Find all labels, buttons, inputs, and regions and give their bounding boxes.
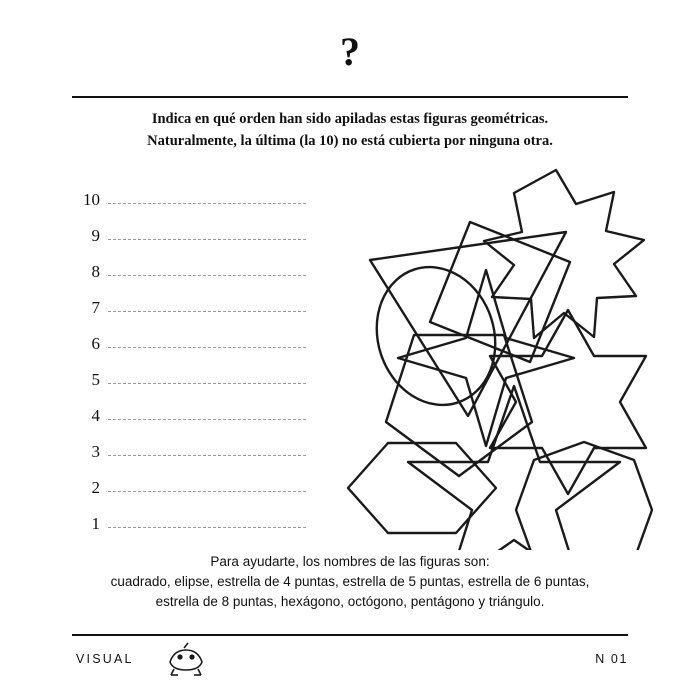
answer-number: 10	[83, 190, 100, 209]
answer-blank-line[interactable]	[108, 203, 306, 204]
eight-point-star-figure	[484, 170, 644, 338]
answer-number: 2	[91, 478, 100, 497]
top-divider	[72, 96, 628, 98]
answer-number: 1	[91, 514, 100, 533]
answer-row[interactable]	[66, 254, 306, 290]
answer-blank-line[interactable]	[108, 455, 306, 456]
four-point-star-figure	[398, 270, 574, 446]
five-point-star-figure	[408, 386, 620, 550]
question-mark-heading: ?	[340, 29, 360, 74]
figure-names-line-3: estrella de 8 puntas, hexágono, octógono, pentágono y triángulo.	[155, 594, 545, 609]
mascot-icon	[164, 642, 210, 676]
answer-blank-line[interactable]	[108, 491, 306, 492]
answer-list	[66, 182, 306, 542]
answer-number: 6	[91, 334, 100, 353]
answer-number: 7	[91, 298, 100, 317]
answer-row[interactable]	[66, 218, 306, 254]
bottom-divider	[72, 634, 628, 636]
answer-number: 4	[91, 406, 100, 425]
footer-page-code: N 01	[595, 652, 628, 666]
instructions-line-2: Naturalmente, la última (la 10) no está cubierta por ninguna otra.	[147, 133, 553, 149]
figure-names-line-1: Para ayudarte, los nombres de las figuras son:	[210, 554, 490, 569]
six-point-star-figure	[490, 310, 646, 494]
footer-section-label: VISUAL	[76, 652, 134, 666]
answer-row[interactable]	[66, 182, 306, 218]
answer-row[interactable]	[66, 506, 306, 542]
answer-number: 5	[91, 370, 100, 389]
answer-row[interactable]	[66, 470, 306, 506]
answer-blank-line[interactable]	[108, 239, 306, 240]
answer-blank-line[interactable]	[108, 383, 306, 384]
answer-blank-line[interactable]	[108, 311, 306, 312]
octagon-figure	[516, 442, 652, 550]
answer-blank-line[interactable]	[108, 347, 306, 348]
answer-row[interactable]	[66, 398, 306, 434]
figure-names-note	[60, 552, 640, 612]
overlapping-figures-puzzle	[318, 160, 654, 550]
answer-blank-line[interactable]	[108, 419, 306, 420]
answer-row[interactable]	[66, 362, 306, 398]
answer-blank-line[interactable]	[108, 527, 306, 528]
answer-number: 9	[91, 226, 100, 245]
square-figure	[430, 222, 570, 362]
answer-row[interactable]	[66, 290, 306, 326]
figure-names-line-2: cuadrado, elipse, estrella de 4 puntas, estrella de 5 puntas, estrella de 6 puntas,	[110, 574, 590, 589]
answer-row[interactable]	[66, 326, 306, 362]
answer-row[interactable]	[66, 434, 306, 470]
hexagon-figure	[348, 443, 496, 533]
instructions-block	[72, 108, 628, 152]
instructions-line-1: Indica en qué orden han sido apiladas estas figuras geométricas.	[151, 111, 549, 127]
answer-number: 3	[91, 442, 100, 461]
answer-number: 8	[91, 262, 100, 281]
answer-blank-line[interactable]	[108, 275, 306, 276]
